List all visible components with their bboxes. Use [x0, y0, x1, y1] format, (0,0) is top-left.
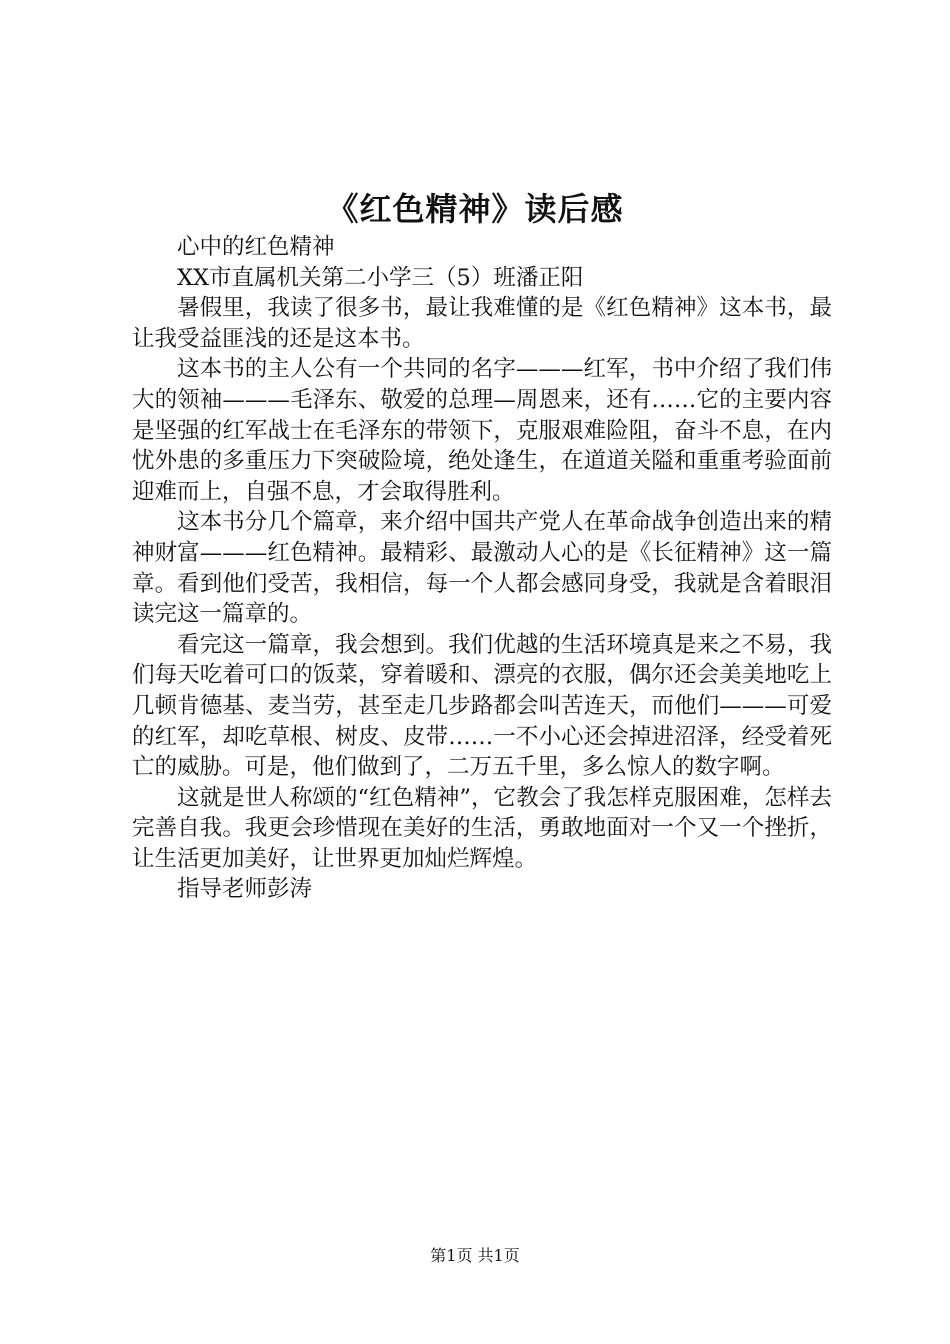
- page-number-footer: 第1页 共1页: [430, 1246, 520, 1265]
- body-paragraph: 暑假里，我读了很多书，最让我难懂的是《红色精神》这本书，最让我受益匪浅的还是这本书。: [132, 295, 832, 352]
- teacher-paragraph: 指导老师彭涛: [177, 876, 313, 903]
- body-paragraph: 这本书的主人公有一个共同的名字———红军，书中介绍了我们伟大的领袖———毛泽东、敬爱的总理—周恩来，还有……它的主要内容是坚强的红军战士在毛泽东的带领下，克服艰难险阻，奋斗不息，在内忧外患的多重压力下突破险境，绝处逢生，在道道关隘和重重考验面前迎难而上，自强不息，才会取得胜利。: [132, 356, 832, 505]
- document-title: 《红色精神》读后感: [326, 190, 624, 228]
- body-paragraph: 这就是世人称颂的“红色精神”，它教会了我怎样克服困难，怎样去完善自我。我更会珍惜现在美好的生活，勇敢地面对一个又一个挫折，让生活更加美好，让世界更加灿烂辉煌。: [132, 784, 832, 872]
- subtitle-paragraph: 心中的红色精神: [177, 234, 335, 260]
- body-paragraph: 看完这一篇章，我会想到。我们优越的生活环境真是来之不易，我们每天吃着可口的饭菜，穿着暖和、漂亮的衣服，偶尔还会美美地吃上几顿肯德基、麦当劳，甚至走几步路都会叫苦连天，而他们———可爱的红军，却吃草根、树皮、皮带……一不小心还会掉进沼泽，经受着死亡的威胁。可是，他们做到了，二万五千里，多么惊人的数字啊。: [132, 631, 832, 781]
- author-paragraph: XX市直属机关第二小学三（5）班潘正阳: [177, 264, 584, 291]
- body-paragraph: 这本书分几个篇章，来介绍中国共产党人在革命战争创造出来的精神财富———红色精神。最精彩、最激动人心的是《长征精神》这一篇章。看到他们受苦，我相信，每一个人都会感同身受，我就是含着眼泪读完这一篇章的。: [132, 509, 832, 628]
- document-body: [132, 232, 832, 905]
